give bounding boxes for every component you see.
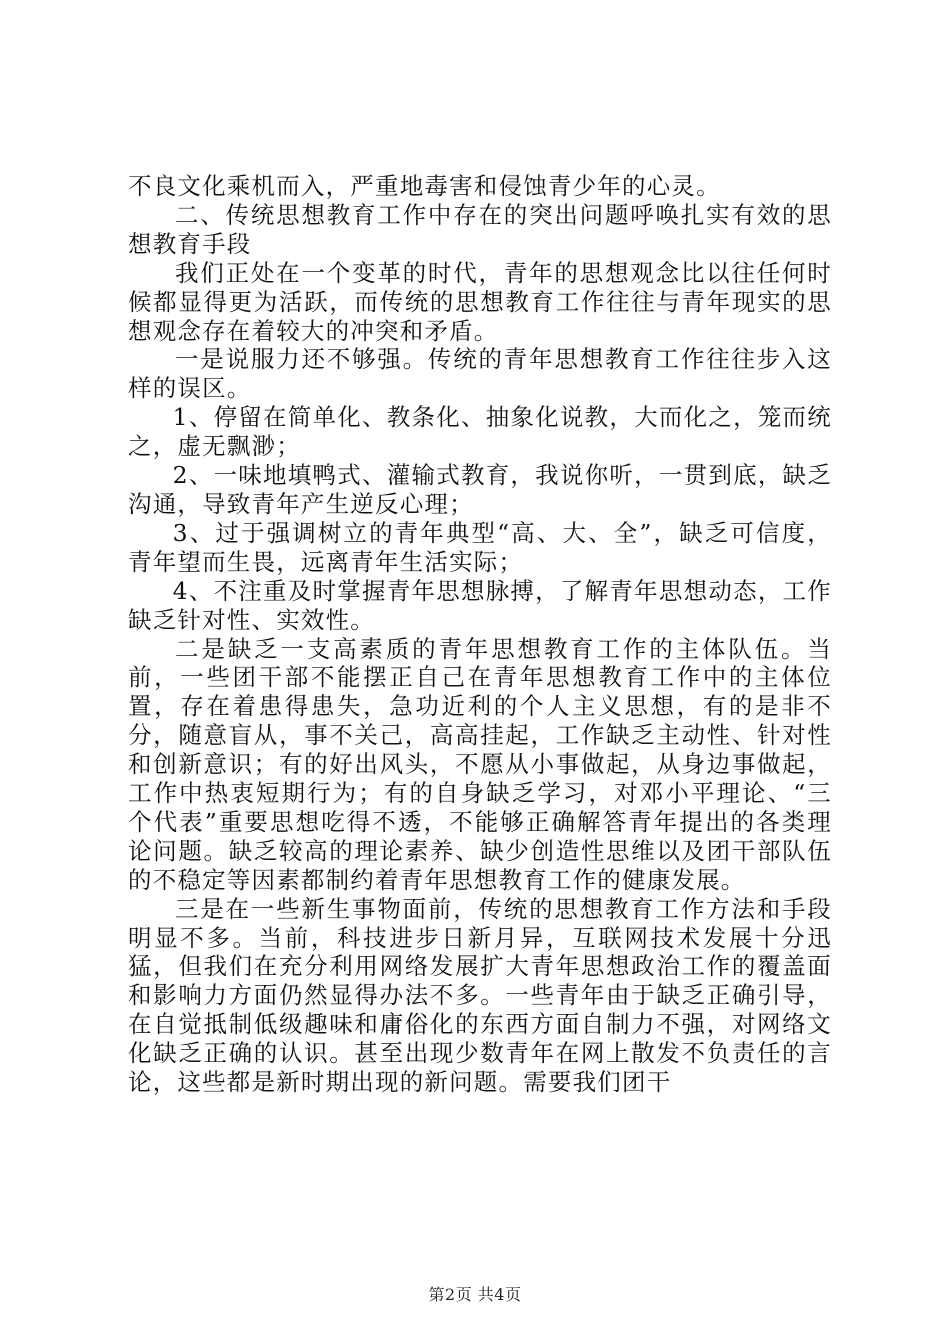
list-item-2: 2、一味地填鸭式、灌输式教育，我说你听，一贯到底，缺乏沟通，导致青年产生逆反心理； — [128, 461, 832, 518]
list-item-4: 4、不注重及时掌握青年思想脉搏，了解青年思想动态，工作缺乏针对性、实效性。 — [128, 576, 832, 634]
list-item-3: 3、过于强调树立的青年典型“高、大、全”，缺乏可信度，青年望而生畏，远离青年生活实际； — [128, 518, 832, 576]
list-item-1: 1、停留在简单化、教条化、抽象化说教，大而化之，笼而统之，虚无飘渺； — [128, 403, 832, 461]
page-footer: 第2页 共4页 — [428, 1285, 522, 1304]
paragraph-point-two: 二是缺乏一支高素质的青年思想教育工作的主体队伍。当前，一些团干部不能摆正自己在青年思想教育工作中的主体位置，存在着患得患失，急功近利的个人主义思想，有的是非不分，随意盲从，事不关己，高高挂起，工作缺乏主动性、针对性和创新意识；有的好出风头，不愿从小事做起，从身边事做起，工作中热衷短期行为；有的自身缺乏学习，对邓小平理论、“三个代表”重要思想吃得不透，不能够正确解答青年提出的各类理论问题。缺乏较高的理论素养、缺少创造性思维以及团干部队伍的不稳定等因素都制约着青年思想教育工作的健康发展。 — [128, 634, 832, 894]
paragraph-point-one: 一是说服力还不够强。传统的青年思想教育工作往往步入这样的误区。 — [128, 345, 832, 403]
paragraph-continuation: 不良文化乘机而入，严重地毒害和侵蚀青少年的心灵。 — [128, 172, 721, 200]
section-heading: 二、传统思想教育工作中存在的突出问题呼唤扎实有效的思想教育手段 — [128, 200, 832, 258]
paragraph-point-three: 三是在一些新生事物面前，传统的思想教育工作方法和手段明显不多。当前，科技进步日新月异，互联网技术发展十分迅猛，但我们在充分利用网络发展扩大青年思想政治工作的覆盖面和影响力方面仍然显得办法不多。一些青年由于缺乏正确引导，在自觉抵制低级趣味和庸俗化的东西方面自制力不强，对网络文化缺乏正确的认识。甚至出现少数青年在网上散发不负责任的言论，这些都是新时期出现的新问题。需要我们团干 — [128, 894, 832, 1097]
paragraph-intro: 我们正处在一个变革的时代，青年的思想观念比以往任何时候都显得更为活跃，而传统的思想教育工作往往与青年现实的思想观念存在着较大的冲突和矛盾。 — [128, 258, 832, 345]
document-body — [128, 172, 832, 1097]
